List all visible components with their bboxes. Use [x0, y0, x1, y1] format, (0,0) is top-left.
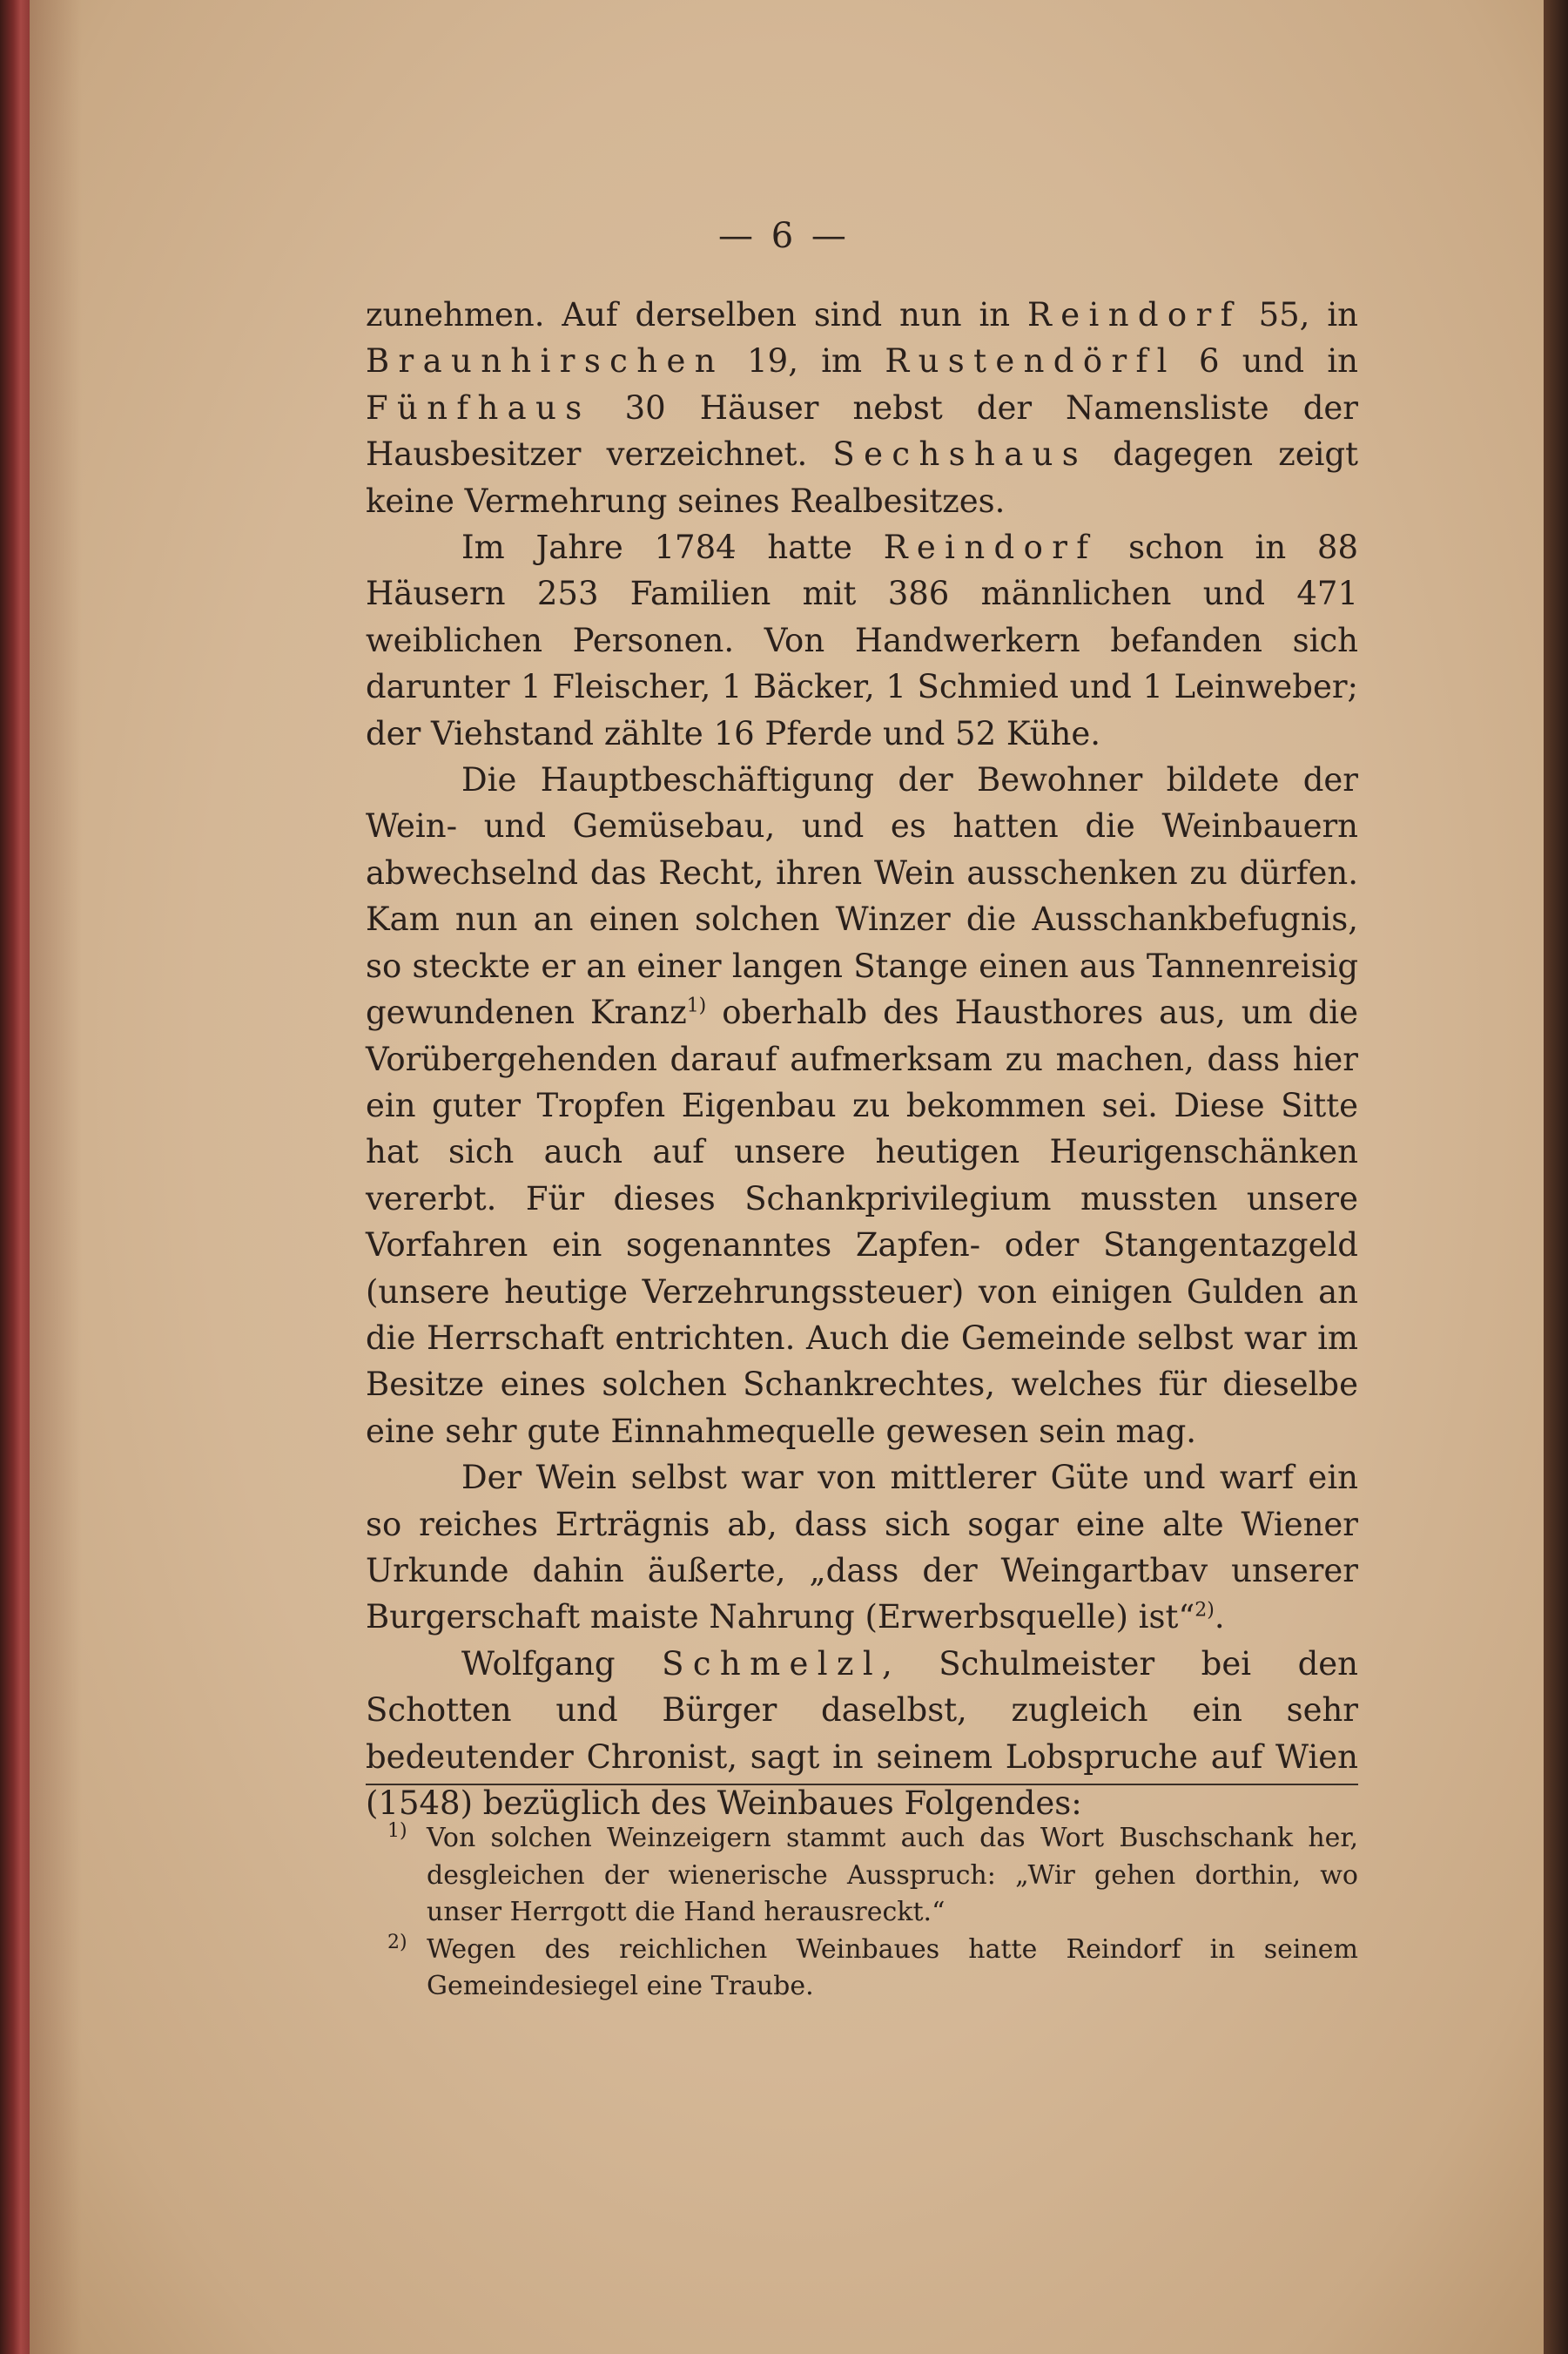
paragraph-2	[366, 524, 1358, 757]
footnote-ref-1[interactable]: 1)	[686, 995, 707, 1017]
spaced-name: Reindorf	[1027, 296, 1242, 334]
text-run: Der Wein selbst war von mittlerer Güte und warf ein so reiches Erträgnis ab, dass sich sogar eine alte Wiener Urkunde dahin äußerte, „dass der Weingartbav unserer Burgerschaft maiste Nahrung (Erwerbsquelle) ist“	[366, 1459, 1358, 1636]
footnote-mark: 1)	[387, 1820, 407, 1842]
page-edge	[1544, 0, 1568, 2354]
footnotes	[387, 1820, 1358, 2006]
text-run: zunehmen. Auf derselben sind nun in	[366, 296, 1028, 334]
text-run: 30 Häuser nebst der Namensliste der Hausbesitzer verzeichnet.	[366, 388, 1358, 474]
gutter-shadow	[30, 0, 82, 2354]
spaced-name: Schmelzl	[662, 1644, 883, 1683]
text-run: schon in 88 Häusern 253 Familien mit 386 männlichen und 471 weiblichen Personen. Von Handwerkern befanden sich darunter 1 Fleischer, 1 Bäcker, 1 Schmied und 1 Leinweber; der Viehstand zählte 16 Pferde und 52 Kühe.	[366, 529, 1358, 752]
paragraph-3	[366, 757, 1358, 1454]
text-run: Im Jahre 1784 hatte	[461, 529, 884, 567]
text-run: 19, im	[723, 342, 885, 381]
footnote-text: Wegen des reichlichen Weinbaues hatte Reindorf in seinem Gemeindesiegel eine Traube.	[427, 1933, 1358, 2001]
text-run: Die Hauptbeschäftigung der Bewohner bildete der Wein- und Gemüsebau, und es hatten die Weinbauern abwechselnd das Recht, ihren Wein ausschenken zu dürfen. Kam nun an einen solchen Winzer die Ausschankbefugnis, so steckte er an einer langen Stange einen aus Tannenreisig gewundenen Kranz	[366, 761, 1358, 1032]
spaced-name: Fünfhaus	[366, 388, 591, 427]
footnote-2	[387, 1932, 1358, 2006]
spaced-name: Rustendörfl	[885, 342, 1176, 381]
spaced-name: Reindorf	[883, 529, 1098, 567]
paragraph-5	[366, 1641, 1358, 1827]
main-text	[366, 292, 1358, 1826]
text-run: 55, in	[1241, 296, 1358, 334]
footnote-divider	[366, 1784, 1358, 1785]
book-binding-edge	[0, 0, 30, 2354]
footnote-mark: 2)	[387, 1931, 407, 1953]
text-run: dagegen zeigt keine Vermehrung seines Realbesitzes.	[366, 435, 1358, 520]
footnote-1	[387, 1820, 1358, 1932]
text-run: .	[1214, 1598, 1225, 1636]
text-run: 6 und in	[1175, 342, 1358, 381]
text-run: Wolfgang	[461, 1644, 663, 1683]
footnote-ref-2[interactable]: 2)	[1195, 1600, 1215, 1622]
text-run: oberhalb des Hausthores aus, um die Vorübergehenden darauf aufmerksam zu machen, dass hier ein guter Tropfen Eigenbau zu bekommen sei. Diese Sitte hat sich auch auf unsere heutigen Heurigenschänken vererbt. Für dieses Schankprivilegium mussten unsere Vorfahren ein sogenanntes Zapfen- oder Stangentazgeld (unsere heutige Verzehrungssteuer) von einigen Gulden an die Herrschaft entrichten. Auch die Gemeinde selbst war im Besitze eines solchen Schankrechtes, welches für dieselbe eine sehr gute Einnahmequelle gewesen sein mag.	[366, 994, 1358, 1450]
text-run: , Schulmeister bei den Schotten und Bürger daselbst, zugleich ein sehr bedeutender Chronist, sagt in seinem Lobspruche auf Wien (1548) bezüglich des Weinbaues Folgendes:	[366, 1644, 1358, 1822]
page-number: — 6 —	[718, 216, 850, 256]
spaced-name: Sechshaus	[832, 435, 1088, 474]
paragraph-1	[366, 292, 1358, 524]
footnote-text: Von solchen Weinzeigern stammt auch das Wort Buschschank her, desgleichen der wienerische Ausspruch: „Wir gehen dorthin, wo unser Herrgott die Hand herausreckt.“	[427, 1823, 1358, 1927]
paragraph-4	[366, 1454, 1358, 1641]
spaced-name: Braunhirschen	[366, 342, 724, 381]
